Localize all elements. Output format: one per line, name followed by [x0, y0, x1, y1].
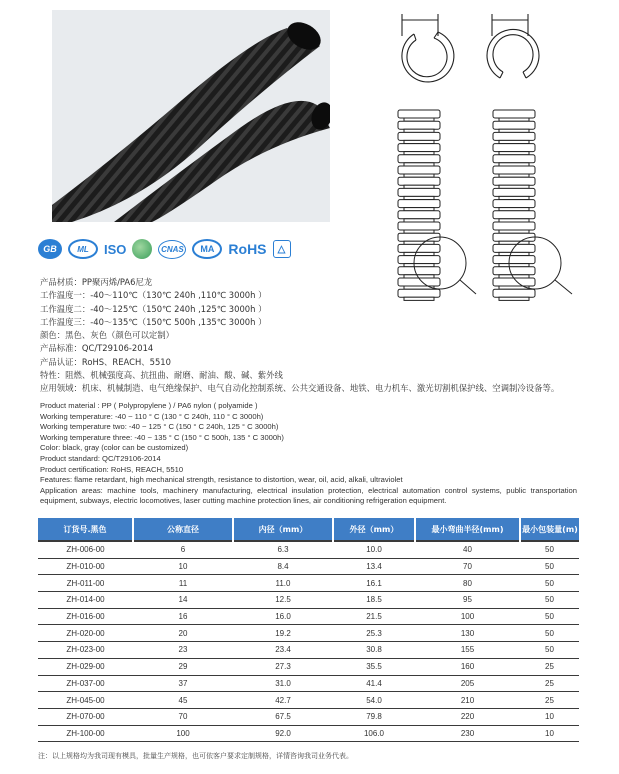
table-row — [38, 608, 579, 625]
table-cell: 6 — [133, 541, 233, 558]
table-cell: ZH-020-00 — [38, 625, 133, 642]
table-cell: 23 — [133, 642, 233, 659]
col-header-nominal-diameter: 公称直径 — [133, 518, 233, 541]
tube-rib — [493, 155, 535, 163]
spec-en-line: Product certification: RoHS, REACH, 5510 — [40, 464, 184, 474]
table-cell: 12.5 — [233, 592, 333, 609]
table-cell: 70 — [133, 708, 233, 725]
tube-rib — [398, 166, 440, 174]
table-cell: ZH-100-00 — [38, 725, 133, 742]
table-cell: ZH-011-00 — [38, 575, 133, 592]
table-cell: 8.4 — [233, 558, 333, 575]
spec-en-line: Working temperature: -40 ~ 110 ° C (130 ° C 240h, 110 ° C 3000h) — [40, 411, 264, 421]
tube-rib — [493, 132, 535, 140]
col-header-order-no: 订货号.黑色 — [38, 518, 133, 541]
corrugated-tube-illustration — [52, 10, 330, 222]
tube-rib — [493, 177, 535, 185]
tube-rib — [493, 188, 535, 196]
spec-english — [40, 401, 577, 507]
table-cell: 6.3 — [233, 541, 333, 558]
table-cell: 27.3 — [233, 658, 333, 675]
table-cell: 25 — [520, 692, 579, 709]
spec-en-line: Color: black, gray (color can be customized) — [40, 443, 189, 453]
tube-rib — [493, 110, 535, 118]
table-cell: 130 — [415, 625, 520, 642]
table-row — [38, 625, 579, 642]
table-cell: 30.8 — [333, 642, 415, 659]
spec-cn-line: 工作温度二：-40～125℃（150℃ 240h ,125℃ 3000h ） — [40, 303, 267, 314]
tube-rib — [398, 110, 440, 118]
table-cell: ZH-037-00 — [38, 675, 133, 692]
table-cell: 19.2 — [233, 625, 333, 642]
table-row — [38, 541, 579, 558]
table-cell: 95 — [415, 592, 520, 609]
table-cell: 155 — [415, 642, 520, 659]
tube-rib — [493, 256, 535, 264]
table-row — [38, 692, 579, 709]
table-cell: 11.0 — [233, 575, 333, 592]
tube-rib — [398, 121, 440, 129]
table-cell: 50 — [520, 541, 579, 558]
tube-rib — [493, 211, 535, 219]
table-cell: 11 — [133, 575, 233, 592]
table-cell: ZH-070-00 — [38, 708, 133, 725]
table-cell: 14 — [133, 592, 233, 609]
tube-rib — [493, 121, 535, 129]
tube-rib — [493, 200, 535, 208]
tube-rib — [398, 256, 440, 264]
table-cell: 210 — [415, 692, 520, 709]
footnote: 注：以上规格均为我司现有模具，批量生产规格，也可依客户要求定制规格，详情咨询我司业务代表。 — [38, 752, 353, 760]
table-cell: 100 — [415, 608, 520, 625]
table-cell: 35.5 — [333, 658, 415, 675]
spec-cn-line: 产品认证：RoHS、REACH、5510 — [40, 356, 171, 367]
tube-rib — [493, 233, 535, 241]
table-cell: 67.5 — [233, 708, 333, 725]
table-cell: 50 — [520, 575, 579, 592]
table-cell: 205 — [415, 675, 520, 692]
table-row — [38, 708, 579, 725]
spec-en-line: Working temperature two: -40 ~ 125 ° C (150 ° C 240h, 125 ° C 3000h) — [40, 422, 279, 432]
table-row — [38, 675, 579, 692]
table-cell: ZH-023-00 — [38, 642, 133, 659]
table-cell: 92.0 — [233, 725, 333, 742]
spec-cn-line: 工作温度三：-40～135℃（150℃ 500h ,135℃ 3000h ） — [40, 316, 267, 327]
table-cell: 41.4 — [333, 675, 415, 692]
table-cell: 23.4 — [233, 642, 333, 659]
table-cell: 13.4 — [333, 558, 415, 575]
cnas-cert-icon: CNAS — [158, 240, 186, 259]
table-cell: 10 — [520, 708, 579, 725]
table-cell: 18.5 — [333, 592, 415, 609]
table-cell: 20 — [133, 625, 233, 642]
table-cell: 10.0 — [333, 541, 415, 558]
table-cell: ZH-006-00 — [38, 541, 133, 558]
spec-chinese — [40, 276, 610, 396]
tube-rib — [398, 200, 440, 208]
tube-rib — [398, 211, 440, 219]
table-cell: 16.0 — [233, 608, 333, 625]
spec-table — [38, 518, 579, 742]
table-cell: 16 — [133, 608, 233, 625]
table-row — [38, 658, 579, 675]
ml-cert-icon: ML — [68, 239, 98, 259]
table-cell: 79.8 — [333, 708, 415, 725]
spec-en-line: Working temperature three: -40 ~ 135 ° C (150 ° C 500h, 135 ° C 3000h) — [40, 432, 284, 442]
table-cell: 54.0 — [333, 692, 415, 709]
tube-rib — [398, 233, 440, 241]
table-cell: 45 — [133, 692, 233, 709]
table-cell: ZH-010-00 — [38, 558, 133, 575]
certification-logos — [38, 238, 291, 260]
table-cell: 10 — [133, 558, 233, 575]
col-header-inner-diameter: 内径（mm） — [233, 518, 333, 541]
table-cell: ZH-014-00 — [38, 592, 133, 609]
spec-en-line: Product standard: QC/T29106-2014 — [40, 453, 161, 463]
technical-drawings — [380, 8, 605, 303]
tube-rib — [398, 155, 440, 163]
cross-section-drawing — [380, 8, 605, 303]
table-cell: 25 — [520, 675, 579, 692]
table-cell: 50 — [520, 608, 579, 625]
table-cell: 80 — [415, 575, 520, 592]
table-cell: 29 — [133, 658, 233, 675]
spec-en-line: Application areas: machine tools, machinery manufacturing, electrical insulation protection, electrical automation control systems, public transportation equipment, subways, electric locomotives, laser cutting machine protection lines, air conditioning refrigeration equipment. — [40, 485, 577, 506]
col-header-outer-diameter: 外径（mm） — [333, 518, 415, 541]
table-cell: 37 — [133, 675, 233, 692]
table-row — [38, 725, 579, 742]
table-cell: 31.0 — [233, 675, 333, 692]
table-cell: 40 — [415, 541, 520, 558]
tube-rib — [493, 267, 535, 275]
table-cell: ZH-029-00 — [38, 658, 133, 675]
table-cell: 25 — [520, 658, 579, 675]
table-header-row — [38, 518, 579, 541]
table-cell: 25.3 — [333, 625, 415, 642]
table-cell: 70 — [415, 558, 520, 575]
table-cell: 50 — [520, 592, 579, 609]
spec-en-line: Features: flame retardant, high mechanical strength, resistance to distortion, wear, oil, acid, alkali, ultraviolet — [40, 475, 403, 485]
table-cell: 21.5 — [333, 608, 415, 625]
spec-cn-line: 特性：阻燃、机械强度高、抗扭曲、耐磨、耐油、酸、碱、紫外线 — [40, 370, 283, 381]
table-cell: 42.7 — [233, 692, 333, 709]
table-cell: 10 — [520, 725, 579, 742]
spec-cn-line: 产品材质：PP聚丙烯/PA6尼龙 — [40, 277, 153, 287]
tube-rib — [398, 144, 440, 152]
spec-en-line: Product material : PP ( Polypropylene ) / PA6 nylon ( polyamide ) — [40, 401, 258, 410]
spec-cn-line: 颜色：黑色、灰色（颜色可以定制） — [40, 330, 174, 341]
table-cell: 160 — [415, 658, 520, 675]
table-cell: 230 — [415, 725, 520, 742]
table-row — [38, 592, 579, 609]
tube-rib — [398, 188, 440, 196]
spec-cn-line: 应用领域：机床、机械制造、电气绝缘保护、电气自动化控制系统、公共交通设备、地铁、电力机车、激光切割机保护线、空调制冷设备等。 — [40, 383, 560, 394]
tube-rib — [493, 144, 535, 152]
table-cell: 50 — [520, 642, 579, 659]
tube-rib — [398, 267, 440, 275]
table-cell: 16.1 — [333, 575, 415, 592]
table-cell: ZH-045-00 — [38, 692, 133, 709]
col-header-min-package: 最小包装量(m) — [520, 518, 579, 541]
tube-rib — [493, 222, 535, 230]
gb-cert-icon: GB — [38, 239, 62, 259]
spec-cn-line: 产品标准：QC/T29106-2014 — [40, 343, 154, 354]
table-cell: 100 — [133, 725, 233, 742]
tube-rib — [493, 166, 535, 174]
table-cell: 50 — [520, 625, 579, 642]
col-header-min-bend-radius: 最小弯曲半径(mm) — [415, 518, 520, 541]
table-cell: 50 — [520, 558, 579, 575]
iso-cert-icon: ISO — [104, 241, 127, 257]
rohs-cert-icon: RoHS — [228, 241, 267, 257]
tube-rib — [398, 222, 440, 230]
product-photo — [52, 10, 330, 222]
flame-cert-icon: △ — [273, 240, 291, 258]
table-row — [38, 642, 579, 659]
tube-rib — [398, 177, 440, 185]
table-cell: 106.0 — [333, 725, 415, 742]
globe-cert-icon — [132, 239, 152, 259]
table-cell: ZH-016-00 — [38, 608, 133, 625]
tube-rib — [398, 132, 440, 140]
table-row — [38, 575, 579, 592]
spec-cn-line: 工作温度一：-40～110℃（130℃ 240h ,110℃ 3000h ） — [40, 290, 267, 301]
table-row — [38, 558, 579, 575]
ma-cert-icon: MA — [192, 239, 222, 259]
table-cell: 220 — [415, 708, 520, 725]
